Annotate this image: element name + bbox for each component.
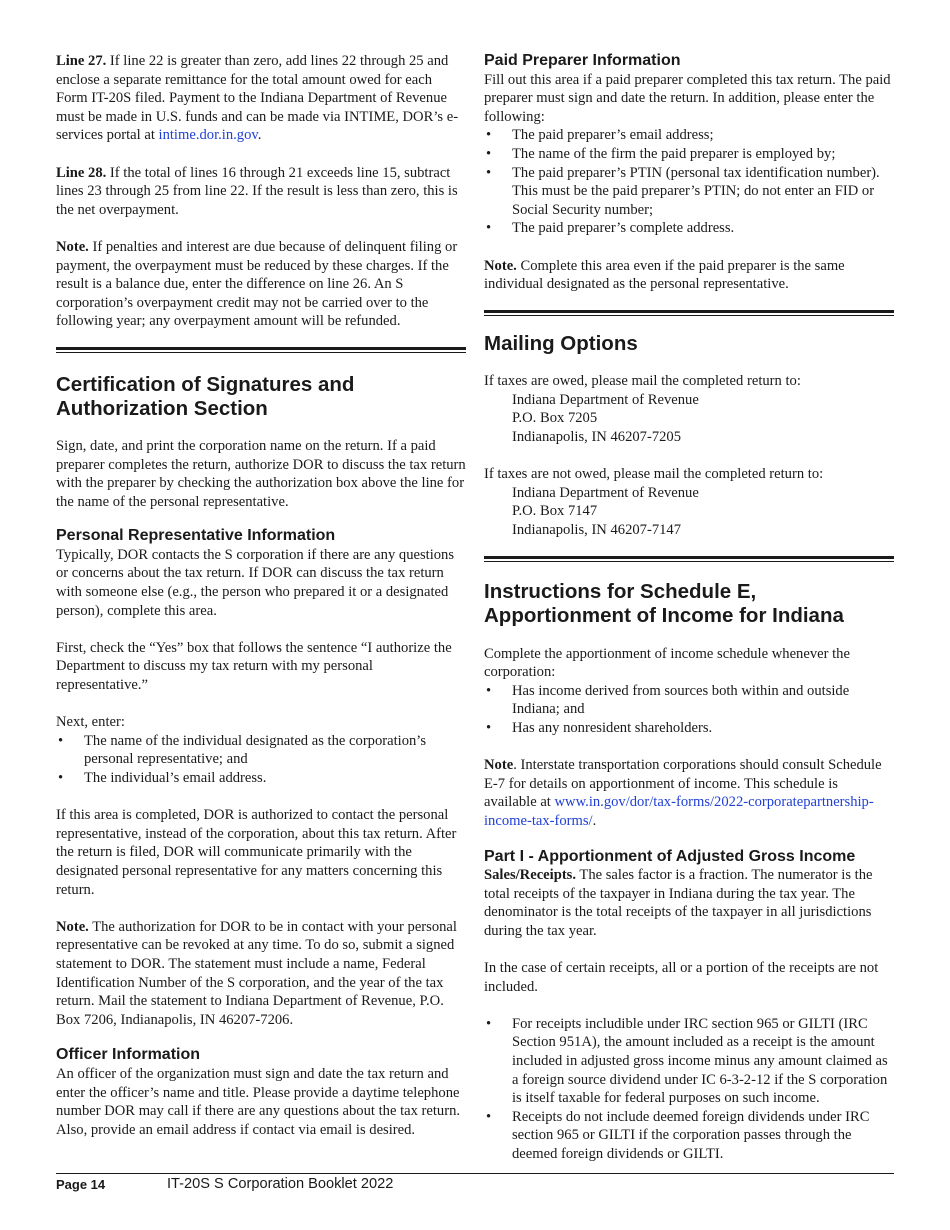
intime-link[interactable]: intime.dor.in.gov — [158, 127, 258, 144]
revocation-note: Note. The authorization for DOR to be in contact with your personal representative can be revoked at any time. To do so, submit a signed statement to DOR. The statement must include a name, Federal Identification Number of the S corporation, and the year of the tax return. Mail the statement to Indiana Department of Revenue, P.O. Box 7206, Indianapolis, IN 46207-7206. — [56, 918, 457, 1028]
receipts-exclusion-text: In the case of certain receipts, all or a portion of the receipts are not included. — [484, 960, 879, 995]
paid-preparer-bullets — [484, 126, 894, 238]
personal-rep-paragraph-2: First, check the “Yes” box that follows the sentence “I authorize the Department to discuss my tax return with my personal representative.” — [56, 639, 452, 694]
list-item: • The individual’s email address. — [56, 769, 466, 788]
mailing-options-heading: Mailing Options — [484, 331, 638, 355]
personal-rep-paragraph-1: Typically, DOR contacts the S corporation if there are any questions or concerns about the tax return. If DOR can discuss the tax return with someone else (e.g., the person who prepared it or a designated person), complete this area. — [56, 546, 455, 619]
list-item: • The paid preparer’s complete address. — [484, 219, 894, 238]
mail-not-owed-intro: If taxes are not owed, please mail the completed return to: — [484, 466, 824, 483]
list-item: • The paid preparer’s email address; — [484, 126, 894, 145]
sales-receipts-paragraph: Sales/Receipts. The sales factor is a fraction. The numerator is the total receipts of the taxpayer in Indiana during the tax year. The denominator is the total receipts of the taxpayer in all jurisdictions during the tax year. — [484, 867, 873, 939]
part1-heading: Part I - Apportionment of Adjusted Gross Income — [484, 847, 856, 865]
left-column — [56, 52, 466, 1139]
receipts-bullets — [484, 1015, 894, 1164]
schedule-e-intro: Complete the apportionment of income schedule whenever the corporation: — [484, 645, 850, 681]
section-divider — [484, 310, 894, 316]
certification-heading: Certification of Signatures and Authorization Section — [56, 372, 355, 421]
section-divider — [56, 347, 466, 353]
paid-preparer-heading: Paid Preparer Information — [484, 52, 681, 69]
schedule-e7-note: Note. Interstate transportation corporations should consult Schedule E-7 for details on apportionment of income. This schedule is available at www.in.gov/dor/tax-forms/2022-corporatepartnership-income-tax-forms/. — [484, 757, 882, 829]
officer-text: An officer of the organization must sign and date the tax return and enter the officer’s name and title. Please provide a daytime telephone number DOR may call if there are any questions about the tax return. Also, provide an email address if contact via email is desired. — [56, 1065, 461, 1138]
schedule-e-bullets — [484, 682, 894, 738]
footer-rule — [56, 1173, 894, 1174]
personal-rep-paragraph-3: Next, enter: — [56, 714, 125, 731]
list-item: • The name of the individual designated as the corporation’s personal representative; and — [56, 732, 466, 769]
overpayment-note: Note. If penalties and interest are due because of delinquent filing or payment, the overpayment must be reduced by these charges. If the result is a balance due, enter the difference on line 26. An S corporation’s overpayment credit may not be carried over to the following year; any overpayment amount will be refunded. — [56, 238, 458, 330]
right-column — [484, 52, 894, 1164]
list-item: • Has income derived from sources both within and outside Indiana; and — [484, 682, 894, 719]
personal-rep-paragraph-4: If this area is completed, DOR is authorized to contact the personal representative, instead of the corporation, about this tax return. After the return is filed, DOR will communicate primarily with the designated personal representative for any matters concerning this return. — [56, 807, 457, 898]
list-item: • Receipts do not include deemed foreign dividends under IRC section 965 or GILTI if the corporation passes through the deemed foreign dividends or GILTI. — [484, 1108, 894, 1164]
list-item: • Has any nonresident shareholders. — [484, 719, 894, 738]
mail-owed-intro: If taxes are owed, please mail the completed return to: — [484, 373, 801, 390]
mail-not-owed-address: Indiana Department of Revenue P.O. Box 7147 Indianapolis, IN 46207-7147 — [512, 484, 699, 538]
tax-forms-link[interactable]: www.in.gov/dor/tax-forms/2022-corporatepartnership-income-tax-forms/ — [484, 794, 874, 829]
list-item: • The paid preparer’s PTIN (personal tax identification number). This must be the paid preparer’s PTIN; do not enter an FID or Social Security number; — [484, 164, 894, 220]
line28-paragraph: Line 28. If the total of lines 16 through 21 exceeds line 15, subtract lines 23 through 25 from line 22. If the result is less than zero, this is the net overpayment. — [56, 164, 458, 218]
list-item: • The name of the firm the paid preparer is employed by; — [484, 145, 894, 164]
list-item: • For receipts includible under IRC section 965 or GILTI (IRC Section 951A), the amount included as a receipt is the amount included in adjusted gross income minus any amount claimed as a foreign source dividend under IC 6-3-2-12 if the S corporation is itself taxable for federal purposes on such income. — [484, 1015, 894, 1108]
mail-owed-address: Indiana Department of Revenue P.O. Box 7205 Indianapolis, IN 46207-7205 — [512, 391, 699, 445]
certification-text: Sign, date, and print the corporation name on the return. If a paid preparer completes the return, authorize DOR to discuss the tax return with the preparer by checking the authorization box above the line for the name of the personal representative. — [56, 437, 466, 510]
preparer-note: Note. Complete this area even if the paid preparer is the same individual designated as the personal representative. — [484, 257, 845, 293]
page-number: Page 14 — [56, 1177, 106, 1192]
line27-paragraph: Line 27. If line 22 is greater than zero, add lines 22 through 25 and enclose a separate remittance for the total amount owed for each Form IT-20S filed. Payment to the Indiana Department of Revenue must be made in U.S. funds and can be made via INTIME, DOR’s e-services portal at intime.dor.in.gov. — [56, 53, 459, 144]
section-divider — [484, 556, 894, 562]
personal-representative-heading: Personal Representative Information — [56, 527, 336, 545]
paid-preparer-text: Fill out this area if a paid preparer completed this tax return. The paid preparer must sign and date the return. In addition, please enter the following: — [484, 71, 891, 125]
personal-rep-bullets — [56, 732, 466, 788]
schedule-e-heading: Instructions for Schedule E, Apportionment of Income for Indiana — [484, 579, 844, 628]
officer-heading: Officer Information — [56, 1046, 201, 1064]
booklet-title: IT-20S S Corporation Booklet 2022 — [167, 1176, 394, 1192]
